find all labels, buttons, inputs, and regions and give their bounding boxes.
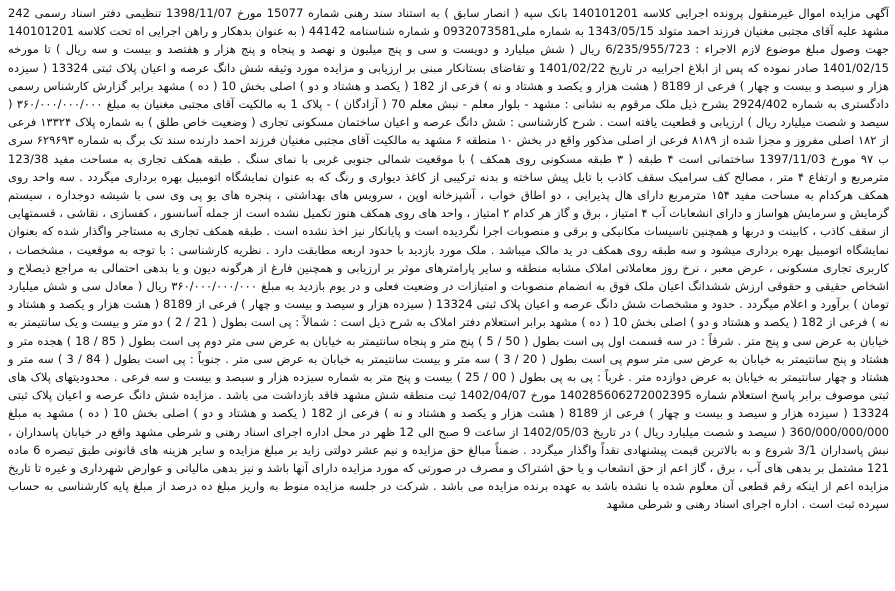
notice-body-text: آگهی مزایده اموال غیرمنقول پرونده اجرایی کلاسه 140101201 بانک سپه ( انصار سابق ) به استناد سند رهنی شماره 15077 مورخ 1398/11/07 تنظیمی دفتر اسناد رسمی 242 مشهد علیه آقای مجتبی مغنیان فرزند احمد متولد 1343/05/15 به شماره ملی0932073581 و شماره شناسنامه 44142 ( به عنوان بدهکار و راهن اجرایی اه تحت کلاسه 140101201 جهت وصول مبلغ موضوع لازم الاجراء : 6/235/955/723 ریال ( شش میلیارد و دویست و سی و پنج میلیون و نهصد و پنجاه و پنج هزار و هفتصد و بیست و سه ریال ) تا مورخه 1401/02/15 صادر نموده که پس از ابلاغ اجراییه در تاریخ 1401/02/22 و تقاضای بستانکار مبنی بر ارزیابی و مزایده مورد وثیقه شش دانگ عرصه و اعیان پلاک ثبتی 13324 ( سیزده هزار و سیصد و بیست و چهار ) فرعی از 8189 ( هشت هزار و یکصد و هشتاد و نه ) فرعی از 182 ( یکصد و هشتاد و دو ) اصلی بخش 10 ( ده ) مشهد برابر گزارش کارشناس رسمی دادگستری به شماره 2924/402 بشرح ذیل ملک مرقوم به نشانی : مشهد - بلوار معلم - نبش معلم 70 ( آزادگان ) - پلاک 1 به مالکیت آقای مجتبی مغنیان به مبلغ ۳۶۰/۰۰۰/۰۰۰/۰۰۰ ( سیصد و شصت میلیارد ریال ) ارزیابی و قطعیت یافته است . شرح کارشناسی : شش دانگ عرصه و اعیان ساختمان مسکونی تجاری ( وضعیت خاص طلق ) به شماره پلاک ۱۳۳۲۴ فرعی از ۱۸۲ اصلی مفروز و مجزا شده از ۸۱۸۹ فرعی از اصلی مذکور واقع در بخش ۱۰ منطقه ۶ مشهد به مالکیت آقای مجتبی مغنیان فرزند احمد دارنده سند تک برگ به شماره ۶۲۹۶۹۳ سری ب ۹۷ مورخ 1397/11/03 ساختمانی است ۴ طبقه ( ۳ طبقه مسکونی روی همکف ) با موقعیت شمالی جنوبی غربی با نمای سنگ . طبقه همکف تجاری به مساحت مفید 123/38 مترمربع و ارتفاع ۴ متر ، مصالح کف سرامیک سقف کاذب با تایل پیش ساخته و بدنه ترکیبی از کاغذ دیواری و رنگ که به عنوان نمایشگاه اتومبیل بهره برداری میگردد . سه واحد روی همکف هرکدام به مساحت مفید ۱۵۴ مترمربع دارای هال پذیرایی ، دو اطاق خواب ، آشپزخانه اوپن ، سرویس های بهداشتی ، پنجره های یو پی وی سی با شیشه دوجداره ، سیستم گرمایش و سرمایش هواساز و دارای انشعابات آب ۴ امتیاز ، برق و گاز هر کدام ۲ امتیاز ، واحد های روی همکف هنوز تکمیل نشده است از جمله آسانسور ، کفسازی ، نقاشی ، قسمتهایی از سقف کاذب ، کابینت و دربها و همچنین تاسیسات مکانیکی و برقی و منصوبات اجرا نگردیده است و پایانکار نیز اخذ نشده است . طبقه همکف تجاری به مستاجر واگذار شده که بعنوان نمایشگاه اتومبیل بهره برداری میشود و سه طبقه روی همکف در ید مالک میباشد . ملک مورد بازدید با حدود اربعه مطابقت دارد . نظریه کارشناسی : با توجه به موقعیت ، مشخصات ، کاربری تجاری مسکونی ، عرض معبر ، نرخ روز معاملاتی املاک مشابه منطقه و سایر پارامترهای موثر بر ارزیابی و همچنین فارغ از هرگونه دیون و یا بدهی احتمالی به مراجع ذیصلاح و اشخاص حقیقی و حقوقی ارزش ششدانگ اعیان ملک فوق به انضمام منصوبات و امتیازات در وضعیت فعلی و در یوم بازدید به مبلغ ۳۶۰/۰۰۰/۰۰۰/۰۰۰ ریال ( معادل سی و شش میلیارد تومان ) برآورد و اعلام میگردد . حدود و مشخصات شش دانگ عرصه و اعیان پلاک ثبتی 13324 ( سیزده هزار و سیصد و بیست و چهار ) فرعی از 8189 ( هشت هزار و یکصد و هشتاد و نه ) فرعی از 182 ( یکصد و هشتاد و دو ) اصلی بخش 10 ( ده ) مشهد برابر استعلام دفتر املاک به شرح ذیل است : شمالاً : پی است بطول ( 21 / 2 ) دو متر و بیست و یک سانتیمتر به خیابان به عرض سی و پنج متر . شرقاً : در سه قسمت اول پی است بطول ( 50 / 5 ) پنج متر و پنجاه سانتیمتر به خیابان به عرض سی متر دوم پی است بطول ( 85 / 18 ) هجده متر و هشتاد و پنج سانتیمتر به خیابان به عرض سی متر سوم پی است بطول ( 20 / 3 ) سه متر و بیست سانتیمتر به خیابان به عرض سی متر . جنوباً : پی است بطول ( 84 / 3 ) سه متر و هشتاد و چهار سانتیمتر به خیابان به عرض دوازده متر . غرباً : پی به پی بطول ( 00 / 25 ) بیست و پنج متر به شماره سیزده هزار و سیصد و بیست و سه فرعی . محدودیتهای پلاک های ثبتی موصوف برابر پاسخ استعلام شماره 140285606272002395 مورخ 1402/04/07 ثبت منطقه شش مشهد فاقد بازداشت می باشد . مزایده شش دانگ عرصه و اعیان پلاک ثبتی 13324 ( سیزده هزار و سیصد و بیست و چهار ) فرعی از 8189 ( هشت هزار و یکصد و هشتاد و نه ) فرعی از 182 ( یکصد و هشتاد و دو ) اصلی بخش 10 ( ده ) مشهد به مبلغ 360/000/000/000 ( سیصد و شصت میلیارد ریال ) در تاریخ 1402/05/03 از ساعت 9 صبح الی 12 ظهر در محل اداره اجرای اسناد رهنی و شرطی مشهد واقع در خیابان پاسداران ، نبش پاسداران 3/1 شروع و به بالاترین قیمت پیشنهادی نقداً واگذار میگردد . ضمناً مبالغ حق مزایده و نیم عشر دولتی زاید بر مبلغ مزایده و سایر هزینه های قانونی طبق تبصره 6 ماده 121 مشتمل بر بدهی های آب ، برق ، گاز اعم از حق انشعاب و یا حق اشتراک و مصرف در صورتی که مورد مزایده دارای آنها باشد و نیز بدهی مالیاتی و عوارض شهرداری و غیره تا تاریخ مزایده اعم از اینکه رقم قطعی آن معلوم شده یا نشده باشد به عهده برنده مزایده می باشد . شرکت در جلسه مزایده منوط به واریز مبلغ ده درصد از مبلغ پایه کارشناسی به حساب سپرده ثبت است . اداره اجرای اسناد رهنی و شرطی مشهد <box>8 6 890 512</box>
